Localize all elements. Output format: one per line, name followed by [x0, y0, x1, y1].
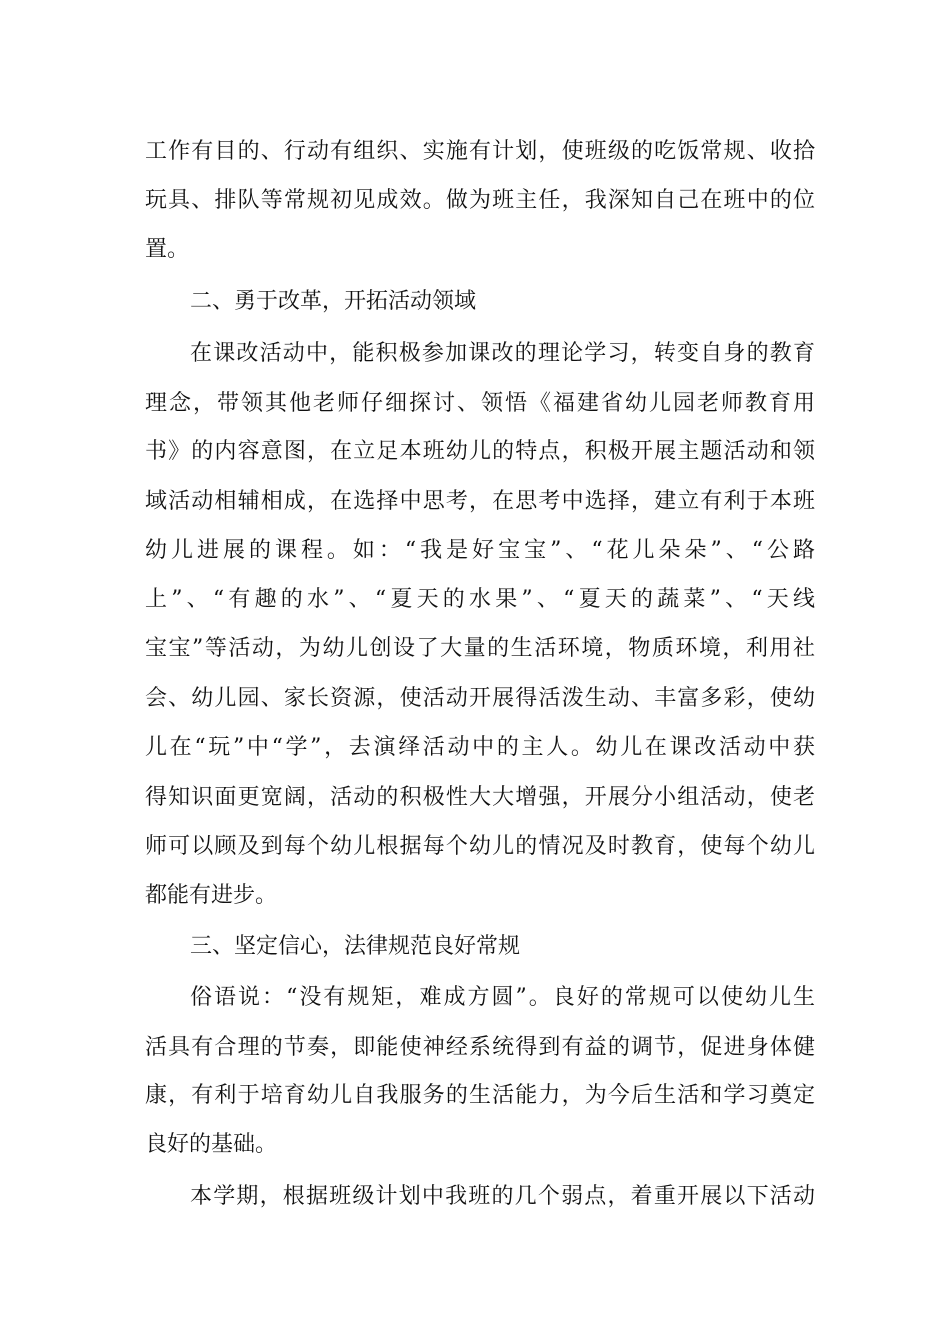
- text-line: 都能有进步。: [145, 883, 278, 908]
- text-line: 幼儿进展的课程。如：“我是好宝宝”、“花儿朵朵”、“公路: [145, 538, 815, 563]
- text-line: 得知识面更宽阔，活动的积极性大大增强，开展分小组活动，使老: [145, 785, 815, 810]
- paragraph-first-line: 在课改活动中，能积极参加课改的理论学习，转变自身的教育: [190, 341, 815, 366]
- text-line: 置。: [145, 237, 190, 262]
- text-line: 康，有利于培育幼儿自我服务的生活能力，为今后生活和学习奠定: [145, 1083, 815, 1108]
- section-heading: 二、勇于改革，开拓活动领域: [190, 289, 477, 314]
- text-line: 工作有目的、行动有组织、实施有计划，使班级的吃饭常规、收拾: [145, 139, 815, 164]
- text-line: 宝宝”等活动，为幼儿创设了大量的生活环境，物质环境，利用社: [145, 636, 815, 661]
- paragraph-first-line: 本学期，根据班级计划中我班的几个弱点，着重开展以下活动: [190, 1184, 815, 1209]
- text-line: 理念，带领其他老师仔细探讨、领悟《福建省幼儿园老师教育用: [145, 391, 815, 416]
- text-line: 玩具、排队等常规初见成效。做为班主任，我深知自己在班中的位: [145, 188, 815, 213]
- text-line: 儿在“玩”中“学”，去演绎活动中的主人。幼儿在课改活动中获: [145, 735, 815, 760]
- text-line: 域活动相辅相成，在选择中思考，在思考中选择，建立有利于本班: [145, 489, 815, 514]
- text-line: 会、幼儿园、家长资源，使活动开展得活泼生动、丰富多彩，使幼: [145, 686, 815, 711]
- text-line: 上”、“有趣的水”、“夏天的水果”、“夏天的蔬菜”、“天线: [145, 587, 815, 612]
- paragraph-first-line: 俗语说：“没有规矩，难成方圆”。良好的常规可以使幼儿生: [190, 985, 815, 1010]
- text-line: 书》的内容意图，在立足本班幼儿的特点，积极开展主题活动和领: [145, 439, 815, 464]
- text-line: 良好的基础。: [145, 1132, 278, 1157]
- text-line: 师可以顾及到每个幼儿根据每个幼儿的情况及时教育，使每个幼儿: [145, 834, 815, 859]
- section-heading: 三、坚定信心，法律规范良好常规: [190, 934, 521, 959]
- text-line: 活具有合理的节奏，即能使神经系统得到有益的调节，促进身体健: [145, 1035, 815, 1060]
